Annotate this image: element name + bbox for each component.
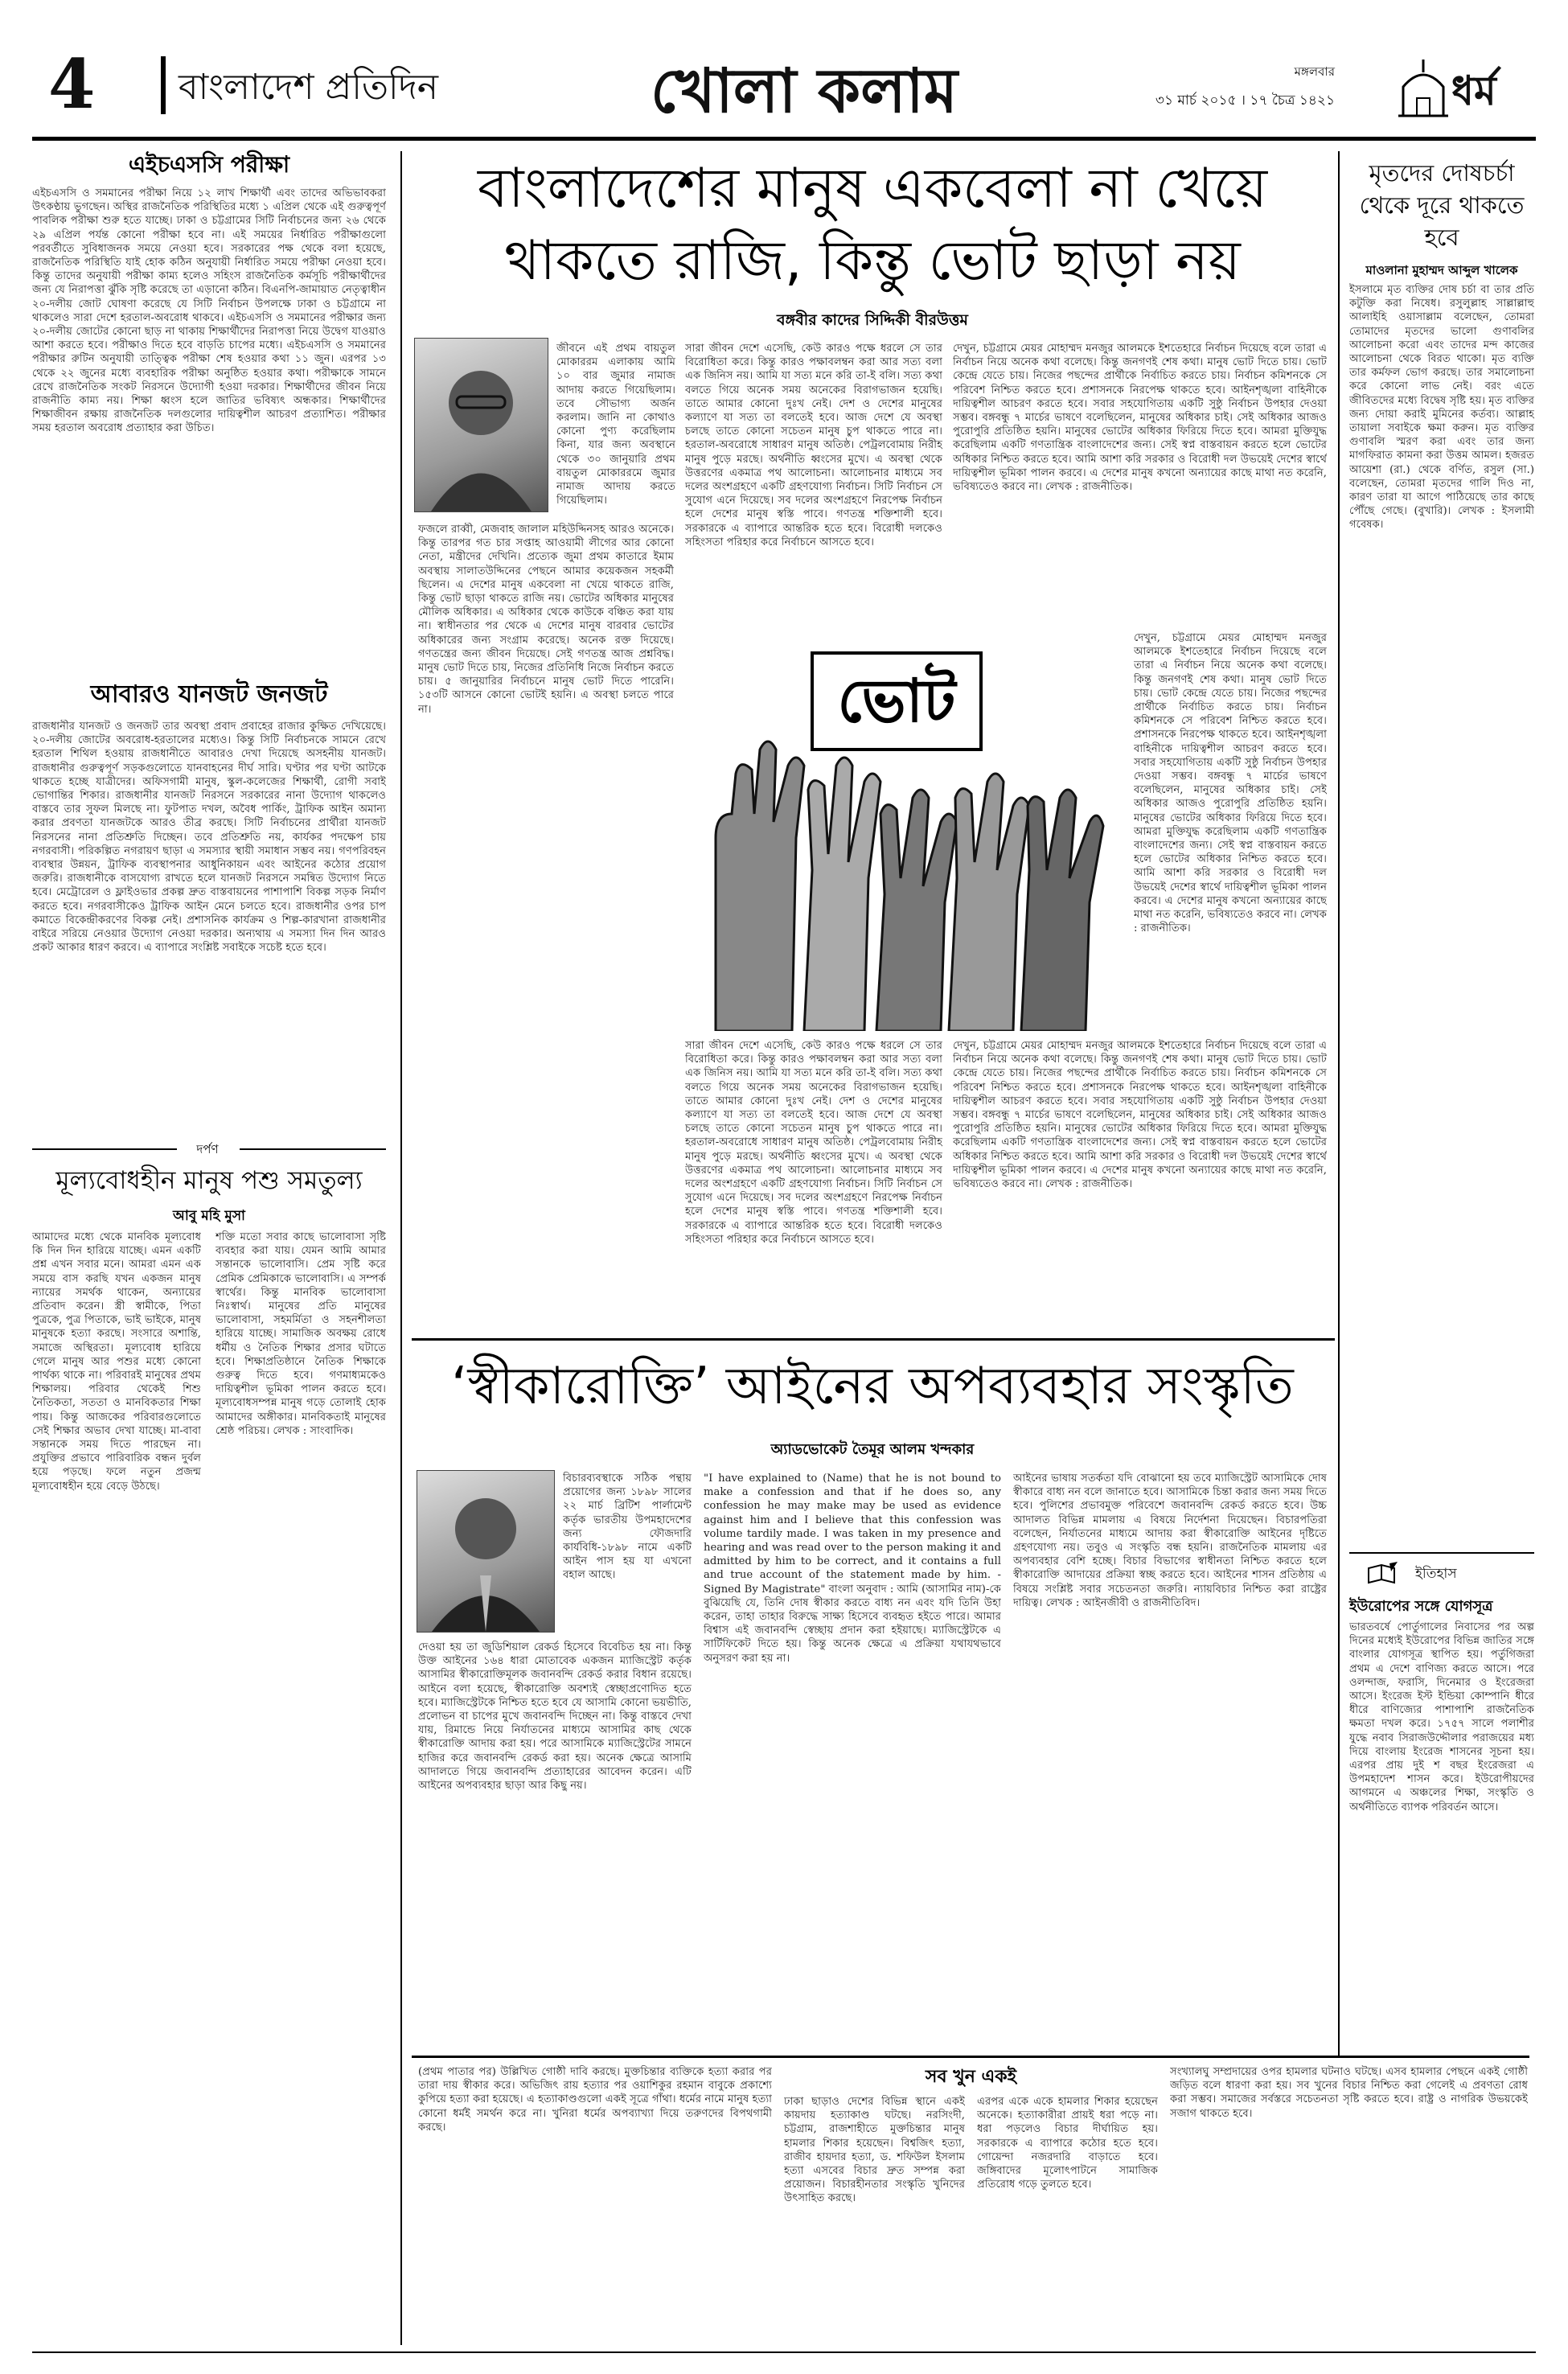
masthead	[0, 0, 1568, 141]
section-title: খোলা কলাম	[651, 55, 958, 126]
page-bottom-rule	[32, 2351, 1536, 2353]
main-article-bottom-rule	[412, 1338, 1335, 1341]
second-byline: অ্যাডভোকেট তৈমূর আলম খন্দকার	[770, 1441, 975, 1458]
darpan-byline: আবু মহি মুসা	[173, 1208, 245, 1224]
second-col1-top: বিচারব্যবস্থাকে সঠিক পন্থায় প্রয়োগের জন্য ১৮৯৮ সালের ২২ মার্চ ব্রিটিশ পার্লামেন্ট কর্তৃক ভারতীয় উপমহাদেশের জন্য ফৌজদারি কার্যবিধি-১৮৯৮ নামে একটি আইন পাস হয় যা এখনো বহাল আছে।	[563, 1472, 692, 1582]
second-col3: আইনের ভাষায় সতর্কতা যদি বোঝানো হয় তবে ম্যাজিস্ট্রেট আসামিকে দোষ স্বীকারে বাধ্য নন বলে জানাতে হবে। আসামিকে চিন্তা করার জন্য সময় দিতে হবে। পুলিশের প্রভাবমুক্ত পরিবেশে জবানবন্দি রেকর্ড করতে হবে। উচ্চ আদালত বিভিন্ন মামলায় এ বিষয়ে নির্দেশনা দিয়েছেন। বিচারপতিরা বলেছেন, নির্যাতনের মাধ্যমে আদায় করা স্বীকারোক্তি আইনের দৃষ্টিতে গ্রহণযোগ্য নয়। তবুও এ সংস্কৃতি বন্ধ হয়নি। রাজনৈতিক মামলায় এর অপব্যবহার বেশি হচ্ছে। বিচার বিভাগের স্বাধীনতা নিশ্চিত করতে হলে স্বীকারোক্তি আদায়ের প্রক্রিয়া স্বচ্ছ করতে হবে। আইনের শাসন প্রতিষ্ঠায় এ বিষয়ে সংশ্লিষ্ট সবার সচেতনতা জরুরি। ন্যায়বিচার নিশ্চিত করা রাষ্ট্রের দায়িত্ব। লেখক : আইনজীবী ও রাজনীতিবিদ।	[1013, 1472, 1327, 1609]
history-label: ইতিহাস	[1415, 1566, 1457, 1582]
masthead-day: মঙ্গলবার	[1294, 64, 1335, 79]
page-number: 4	[48, 44, 96, 124]
bottom-col1: (প্রথম পাতার পর) উল্লিখিত গোষ্ঠী দাবি করছে। মুক্তচিন্তার ব্যক্তিকে হত্যা করার পর তারা দায় স্বীকার করে। অভিজিৎ রায় হত্যার পর ওয়াশিকুর রহমান বাবুকে প্রকাশ্যে কুপিয়ে হত্যা করা হয়েছে। এ হত্যাকাণ্ডগুলো একই সূত্রে গাঁথা। ধর্মের নামে মানুষ হত্যা কোনো ধর্মই সমর্থন করে না। খুনিরা ধর্মের অপব্যাখ্যা দিয়ে তরুণদের বিপথগামী করছে।	[418, 2066, 772, 2134]
darpan-rule-right	[240, 1148, 386, 1150]
main-col1-top: জীবনে এই প্রথম বায়তুল মোকাররম এলাকায় আমি ১০ বার জুমার নামাজ আদায় করতে গিয়েছিলাম। তবে সৌভাগ্য অর্জন করলাম। জানি না কোথাও কোনো পুণ্য করেছিলাম কিনা, যার জন্য অবস্থানে থেকে ৩০ জানুয়ারি প্রথম বায়তুল মোকাররমে জুমার নামাজ আদায় করতে গিয়েছিলাম।	[556, 343, 675, 507]
second-col1: দেওয়া হয় তা জুডিশিয়াল রেকর্ড হিসেবে বিবেচিত হয় না। কিন্তু উক্ত আইনের ১৬৪ ধারা মোতাবেক একজন ম্যাজিস্ট্রেট কর্তৃক আসামির স্বীকারোক্তিমূলক জবানবন্দি রেকর্ড করার বিধান রয়েছে। আইনে বলা হয়েছে, স্বীকারোক্তি অবশ্যই স্বেচ্ছাপ্রণোদিত হতে হবে। ম্যাজিস্ট্রেটকে নিশ্চিত হতে হবে যে আসামি কোনো ভয়ভীতি, প্রলোভন বা চাপের মুখে জবানবন্দি দিচ্ছেন না। কিন্তু বাস্তবে দেখা যায়, রিমান্ডে নিয়ে নির্যাতনের মাধ্যমে আসামির কাছ থেকে স্বীকারোক্তি আদায় করা হয়। পরে আসামিকে ম্যাজিস্ট্রেটের সামনে হাজির করে জবানবন্দি রেকর্ড করা হয়। অনেক ক্ষেত্রে আসামি আদালতে গিয়ে জবানবন্দি প্রত্যাহারের আবেদন করেন। এটি আইনের অপব্যবহার ছাড়া আর কিছু নয়।	[418, 1641, 692, 1793]
bottom-col4: সংখ্যালঘু সম্প্রদায়ের ওপর হামলার ঘটনাও ঘটছে। এসব হামলার পেছনে একই গোষ্ঠী জড়িত বলে ধারণা করা হয়। সব খুনের বিচার নিশ্চিত করা গেলেই এ প্রবণতা রোধ করা সম্ভব। সমাজের সর্বস্তরে সচেতনতা সৃষ্টি করতে হবে। রাষ্ট্র ও নাগরিক উভয়কেই সজাগ থাকতে হবে।	[1170, 2066, 1528, 2120]
religion-article-title: মৃতদের দোষচর্চা থেকে দূরে থাকতে হবে	[1359, 159, 1525, 251]
main-col2-bottom: সারা জীবন দেশে এসেছি, কেউ কারও পক্ষে ধরলে সে তার বিরোধিতা করে। কিন্তু কারও পক্ষাবলম্বন করা আর সত্য বলা এক জিনিস নয়। আমি যা সত্য মনে করি তা-ই বলি। সত্য কথা বলতে গিয়ে অনেক সময় অনেকের বিরাগভাজন হয়েছি। তাতে আমার কোনো দুঃখ নেই। দেশ ও দেশের মানুষের কল্যাণে যা সত্য তা বলতেই হবে। আজ দেশে যে অবস্থা চলছে তাতে কোনো সচেতন মানুষ চুপ থাকতে পারে না। হরতাল-অবরোধে সাধারণ মানুষ অতিষ্ঠ। পেট্রলবোমায় নিরীহ মানুষ পুড়ে মরছে। অর্থনীতি ধ্বংসের মুখে। এ অবস্থা থেকে উত্তরণের একমাত্র পথ আলোচনা। আলোচনার মাধ্যমে সব দলের অংশগ্রহণে একটি গ্রহণযোগ্য নির্বাচন। সিটি নির্বাচন সে সুযোগ এনে দিয়েছে। সব দলের অংশগ্রহণে নিরপেক্ষ নির্বাচন হলে দেশের মানুষ স্বস্তি পাবে। গণতন্ত্র শক্তিশালী হবে। সরকারকে এ ব্যাপারে আন্তরিক হতে হবে। বিরোধী দলকেও সহিংসতা পরিহার করে নির্বাচনে আসতে হবে।	[685, 1040, 942, 1246]
mosque-icon	[1395, 58, 1451, 122]
paper-name: বাংলাদেশ প্রতিদিন	[179, 67, 438, 108]
history-badge	[1367, 1560, 1528, 1587]
main-col3-end: দেখুন, চট্টগ্রামে মেয়র মোহাম্মদ মনজুর আলমকে ইশতেহারে নির্বাচন দিয়েছে বলে তারা এ নির্বাচন নিয়ে অনেক কথা বলেছে। কিন্তু জনগণই শেষ কথা। মানুষ ভোট দিতে চায়। ভোট কেন্দ্রে যেতে চায়। নিজের পছন্দের প্রার্থীকে নির্বাচিত করতে চায়। নির্বাচন কমিশনকে সে পরিবেশ নিশ্চিত করতে হবে। প্রশাসনকে নিরপেক্ষ থাকতে হবে। আইনশৃঙ্খলা বাহিনীকে দায়িত্বশীল আচরণ করতে হবে। সবার সহযোগিতায় একটি সুষ্ঠু নির্বাচন উপহার দেওয়া সম্ভব। বঙ্গবন্ধু ৭ মার্চের ভাষণে বলেছিলেন, মানুষের অধিকার চাই। সেই অধিকার আজও পুরোপুরি প্রতিষ্ঠিত হয়নি। মানুষের ভোটের অধিকার ফিরিয়ে দিতে হবে। আমরা মুক্তিযুদ্ধ করেছিলাম একটি গণতান্ত্রিক বাংলাদেশের জন্য। সেই স্বপ্ন বাস্তবায়ন করতে হলে ভোটের অধিকার নিশ্চিত করতে হবে। আমি আশা করি সরকার ও বিরোধী দল উভয়েই দেশের স্বার্থে দায়িত্বশীল ভূমিকা পালন করবে। এ দেশের মানুষ কখনো অন্যায়ের কাছে মাথা নত করেনি, ভবিষ্যতেও করবে না। লেখক : রাজনীতিক।	[953, 1040, 1327, 1191]
main-byline: বঙ্গবীর কাদের সিদ্দিকী বীরউত্তম	[777, 311, 968, 329]
left-column-rule	[400, 151, 402, 2345]
masthead-date: ৩১ মার্চ ২০১৫ । ১৭ চৈত্র ১৪২১	[1155, 92, 1335, 109]
main-col3-bottom: দেখুন, চট্টগ্রামে মেয়র মোহাম্মদ মনজুর আলমকে ইশতেহারে নির্বাচন দিয়েছে বলে তারা এ নির্বাচন নিয়ে অনেক কথা বলেছে। কিন্তু জনগণই শেষ কথা। মানুষ ভোট দিতে চায়। ভোট কেন্দ্রে যেতে চায়। নিজের পছন্দের প্রার্থীকে নির্বাচিত করতে চায়। নির্বাচন কমিশনকে সে পরিবেশ নিশ্চিত করতে হবে। প্রশাসনকে নিরপেক্ষ থাকতে হবে। আইনশৃঙ্খলা বাহিনীকে দায়িত্বশীল আচরণ করতে হবে। সবার সহযোগিতায় একটি সুষ্ঠু নির্বাচন উপহার দেওয়া সম্ভব। বঙ্গবন্ধু ৭ মার্চের ভাষণে বলেছিলেন, মানুষের অধিকার চাই। সেই অধিকার আজও পুরোপুরি প্রতিষ্ঠিত হয়নি। মানুষের ভোটের অধিকার ফিরিয়ে দিতে হবে। আমরা মুক্তিযুদ্ধ করেছিলাম একটি গণতান্ত্রিক বাংলাদেশের জন্য। সেই স্বপ্ন বাস্তবায়ন করতে হলে ভোটের অধিকার নিশ্চিত করতে হবে। আমি আশা করি সরকার ও বিরোধী দল উভয়েই দেশের স্বার্থে দায়িত্বশীল ভূমিকা পালন করবে। এ দেশের মানুষ কখনো অন্যায়ের কাছে মাথা নত করেনি, ভবিষ্যতেও করবে না। লেখক : রাজনীতিক।	[1134, 632, 1327, 935]
darpan-body-col1: আমাদের মধ্যে থেকে মানবিক মূল্যবোধ কি দিন দিন হারিয়ে যাচ্ছে। এমন একটি প্রশ্ন এখন সবার মনে। আমরা এমন এক সময়ে বাস করছি যখন একজন মানুষ ন্যায়ের সমর্থক থাকেন, অন্যায়ের প্রতিবাদ করেন। স্ত্রী স্বামীকে, পিতা পুত্রকে, পুত্র পিতাকে, ভাই ভাইকে, মানুষ মানুষকে হত্যা করছে। সংসারে অশান্তি, সমাজে অস্থিরতা। মূল্যবোধ হারিয়ে গেলে মানুষ আর পশুর মধ্যে কোনো পার্থক্য থাকে না। পরিবারই মানুষের প্রথম শিক্ষালয়। পরিবার থেকেই শিশু নৈতিকতা, সততা ও মানবিকতার শিক্ষা পায়। কিন্তু আজকের পরিবারগুলোতে সেই শিক্ষার অভাব দেখা যাচ্ছে। মা-বাবা সন্তানকে সময় দিতে পারছেন না। প্রযুক্তির প্রভাবে পারিবারিক বন্ধন দুর্বল হয়ে পড়ছে। ফলে নতুন প্রজন্ম মূল্যবোধহীন হয়ে বেড়ে উঠছে।	[32, 1231, 201, 1493]
vote-illustration	[683, 629, 1126, 1031]
history-article-body: ভারতবর্ষে পোর্তুগালের নিবাসের পর অল্প দিনের মধ্যেই ইউরোপের বিভিন্ন জাতির সঙ্গে বাংলার যোগসূত্র স্থাপিত হয়। পর্তুগিজরা প্রথম এ দেশে বাণিজ্য করতে আসে। পরে ওলন্দাজ, ফরাসি, দিনেমার ও ইংরেজরা আসে। ইংরেজ ইস্ট ইন্ডিয়া কোম্পানি ধীরে ধীরে বাণিজ্যের পাশাপাশি রাজনৈতিক ক্ষমতা দখল করে। ১৭৫৭ সালে পলাশীর যুদ্ধে নবাব সিরাজউদ্দৌলার পরাজয়ের মধ্য দিয়ে বাংলায় ইংরেজ শাসনের সূচনা হয়। এরপর প্রায় দুই শ বছর ইংরেজরা এ উপমহাদেশ শাসন করে। ইউরোপীয়দের আগমনে এ অঞ্চলের শিক্ষা, সংস্কৃতি ও অর্থনীতিতে ব্যাপক পরিবর্তন আসে।	[1349, 1621, 1534, 1813]
bottom-article-title: সব খুন একই	[925, 2067, 1017, 2087]
second-headline: ‘স্বীকারোক্তি’ আইনের অপব্যবহার সংস্কৃতি	[451, 1357, 1294, 1416]
author-photo-taimur-alam	[417, 1470, 555, 1633]
main-headline: বাংলাদেশের মানুষ একবেলা না খেয়ে থাকতে রাজি, কিন্তু ভোট ছাড়া নয়	[477, 157, 1268, 293]
bottom-col3: এরপর একে একে হামলার শিকার হয়েছেন অনেকে। হত্যাকারীরা প্রায়ই ধরা পড়ে না। ধরা পড়লেও বিচার দীর্ঘায়িত হয়। সরকারকে এ ব্যাপারে কঠোর হতে হবে। গোয়েন্দা নজরদারি বাড়াতে হবে। জঙ্গিবাদের মূলোৎপাটনে সামাজিক প্রতিরোধ গড়ে তুলতে হবে।	[977, 2096, 1158, 2191]
main-col2-top: সারা জীবন দেশে এসেছি, কেউ কারও পক্ষে ধরলে সে তার বিরোধিতা করে। কিন্তু কারও পক্ষাবলম্বন করা আর সত্য বলা এক জিনিস নয়। আমি যা সত্য মনে করি তা-ই বলি। সত্য কথা বলতে গিয়ে অনেক সময় অনেকের বিরাগভাজন হয়েছি। তাতে আমার কোনো দুঃখ নেই। দেশ ও দেশের মানুষের কল্যাণে যা সত্য তা বলতেই হবে। আজ দেশে যে অবস্থা চলছে তাতে কোনো সচেতন মানুষ চুপ থাকতে পারে না। হরতাল-অবরোধে সাধারণ মানুষ অতিষ্ঠ। পেট্রলবোমায় নিরীহ মানুষ পুড়ে মরছে। অর্থনীতি ধ্বংসের মুখে। এ অবস্থা থেকে উত্তরণের একমাত্র পথ আলোচনা। আলোচনার মাধ্যমে সব দলের অংশগ্রহণে একটি গ্রহণযোগ্য নির্বাচন। সিটি নির্বাচন সে সুযোগ এনে দিয়েছে। সব দলের অংশগ্রহণে নিরপেক্ষ নির্বাচন হলে দেশের মানুষ স্বস্তি পাবে। গণতন্ত্র শক্তিশালী হবে। সরকারকে এ ব্যাপারে আন্তরিক হতে হবে। বিরোধী দলকেও সহিংসতা পরিহার করে নির্বাচনে আসতে হবে।	[685, 343, 942, 548]
main-col1: ফজলে রাব্বী, মেজবাহ জালাল মহিউদ্দিনসহ আরও অনেকে। কিন্তু তারপর গত চার সপ্তাহ আওয়ামী লীগের আর কোনো নেতা, মন্ত্রীদের দেখিনি। প্রত্যেক জুমা প্রথম কাতারে ইমাম অবস্থায় সালাতউদ্দিনের পেছনে আমার কয়েকজন সহকর্মী ছিলেন। এ দেশের মানুষ একবেলা না খেয়ে থাকতে রাজি, কিন্তু ভোট ছাড়া থাকতে রাজি নয়। ভোটের অধিকার মানুষের মৌলিক অধিকার। এ অধিকার থেকে কাউকে বঞ্চিত করা যায় না। স্বাধীনতার পর থেকে এ দেশের মানুষ বারবার ভোটের অধিকারের জন্য সংগ্রাম করেছে। অনেক রক্ত দিয়েছে। গণতন্ত্রের জন্য জীবন দিয়েছে। সেই গণতন্ত্র আজ প্রশ্নবিদ্ধ। মানুষ ভোট দিতে চায়, নিজের প্রতিনিধি নিজে নির্বাচন করতে চায়। ৫ জানুয়ারির নির্বাচনে মানুষ ভোট দিতে পারেনি। ১৫৩টি আসনে কোনো ভোটই হয়নি। এ অবস্থা চলতে পারে না।	[418, 524, 674, 716]
main-col3: দেখুন, চট্টগ্রামে মেয়র মোহাম্মদ মনজুর আলমকে ইশতেহারে নির্বাচন দিয়েছে বলে তারা এ নির্বাচন নিয়ে অনেক কথা বলেছে। কিন্তু জনগণই শেষ কথা। মানুষ ভোট দিতে চায়। ভোট কেন্দ্রে যেতে চায়। নিজের পছন্দের প্রার্থীকে নির্বাচিত করতে চায়। নির্বাচন কমিশনকে সে পরিবেশ নিশ্চিত করতে হবে। প্রশাসনকে নিরপেক্ষ থাকতে হবে। আইনশৃঙ্খলা বাহিনীকে দায়িত্বশীল আচরণ করতে হবে। সবার সহযোগিতায় একটি সুষ্ঠু নির্বাচন উপহার দেওয়া সম্ভব। বঙ্গবন্ধু ৭ মার্চের ভাষণে বলেছিলেন, মানুষের অধিকার চাই। সেই অধিকার আজও পুরোপুরি প্রতিষ্ঠিত হয়নি। মানুষের ভোটের অধিকার ফিরিয়ে দিতে হবে। আমরা মুক্তিযুদ্ধ করেছিলাম একটি গণতান্ত্রিক বাংলাদেশের জন্য। সেই স্বপ্ন বাস্তবায়ন করতে হলে ভোটের অধিকার নিশ্চিত করতে হবে। আমি আশা করি সরকার ও বিরোধী দল উভয়েই দেশের স্বার্থে দায়িত্বশীল ভূমিকা পালন করবে। এ দেশের মানুষ কখনো অন্যায়ের কাছে মাথা নত করেনি, ভবিষ্যতেও করবে না। লেখক : রাজনীতিক।	[953, 343, 1327, 494]
darpan-title: মূল্যবোধহীন মানুষ পশু সমতুল্য	[55, 1166, 363, 1195]
history-rule	[1349, 1552, 1534, 1554]
religion-column-badge	[1395, 55, 1524, 127]
religion-column-label: ধর্ম	[1451, 68, 1496, 114]
religion-article-byline: মাওলানা মুহাম্মদ আব্দুল খালেক	[1365, 263, 1518, 277]
hsc-editorial-body: এইচএসসি ও সমমানের পরীক্ষা নিয়ে ১২ লাখ শিক্ষার্থী এবং তাদের অভিভাবকরা উৎকণ্ঠায় ভুগছেন। অস্থির রাজনৈতিক পরিস্থিতির মধ্যে ১ এপ্রিল থেকে এই গুরুত্বপূর্ণ পাবলিক পরীক্ষা শুরু হতে যাচ্ছে। ঢাকা ও চট্টগ্রামের সিটি নির্বাচনের জন্য ২৬ থেকে ২৯ এপ্রিল পর্যন্ত কোনো পরীক্ষা হবে না। এই সময়ের নির্ধারিত পরীক্ষাগুলো পরবর্তীতে সুবিধাজনক সময়ে নেওয়া হবে। সরকারের পক্ষ থেকে বলা হয়েছে, রাজনৈতিক পরিস্থিতি যাই হোক কঠিন অনুযায়ী নির্ধারিত সময়ে পরীক্ষা নেওয়া হবে। কিন্তু তাদের অনুযায়ী পরীক্ষা কাম্য হলেও সহিংস রাজনৈতিক কর্মসূচি পরীক্ষার্থীদের জন্য যে নিরাপত্তা ঝুঁকি সৃষ্টি করেছে তা এড়ানো কঠিন। বিএনপি-জামায়াত নেতৃত্বাধীন ২০-দলীয় জোট ঘোষণা করেছে যে সিটি নির্বাচন উপলক্ষে ঢাকা ও চট্টগ্রামে না থাকলেও সারা দেশে হরতাল-অবরোধ থাকবে। এইচএসসি ও সমমানের পরীক্ষার জন্য ২০-দলীয় জোটের কোনো ছাড় না থাকায় শিক্ষার্থীদের নিরাপত্তা নিয়ে উদ্বেগ যাওয়াও আশা করতে হবে। পরীক্ষাও দিতে হবে বাড়তি চাপের মধ্যে। এইচএসসি ও সমমানের পরীক্ষার রুটিন অনুযায়ী তাত্ত্বিক পরীক্ষা শেষ হওয়ার কথা ১১ জুন। এরপর ১৩ থেকে ২২ জুনের মধ্যে ব্যবহারিক পরীক্ষা অনুষ্ঠিত হওয়ার কথা। পরীক্ষাকে সামনে রেখে রাজনৈতিক সংকট নিরসনে উদ্যোগী হওয়া দরকার। শিক্ষার্থীদের জীবন নিয়ে রাজনীতি কাম্য নয়। শিক্ষা ধ্বংস হলে জাতির ভবিষ্যৎ অন্ধকার। শিক্ষার্থীদের শিক্ষাজীবন রক্ষায় রাজনৈতিক দলগুলোর দায়িত্বশীল আচরণ প্রত্যাশিত। পরীক্ষার সময় হরতাল অবরোধ প্রত্যাহার করা উচিত।	[32, 187, 386, 435]
portrait-icon	[417, 1471, 554, 1632]
masthead-rule	[32, 137, 1536, 141]
darpan-body-col2: শক্তি মতো সবার কাছে ভালোবাসা সৃষ্টি ব্যবহার করা যায়। যেমন আমি আমার সন্তানকে ভালোবাসি। প্রেম সৃষ্টি করে প্রেমিক প্রেমিকাকে ভালোবাসি। এ সম্পর্ক স্বার্থের। কিন্তু মানবিক ভালোবাসা নিঃস্বার্থ। মানুষের প্রতি মানুষের ভালোবাসা, সহমর্মিতা ও সহনশীলতা হারিয়ে যাচ্ছে। সামাজিক অবক্ষয় রোধে ধর্মীয় ও নৈতিক শিক্ষার প্রসার ঘটাতে হবে। শিক্ষাপ্রতিষ্ঠানে নৈতিক শিক্ষাকে গুরুত্ব দিতে হবে। গণমাধ্যমকেও দায়িত্বশীল ভূমিকা পালন করতে হবে। মূল্যবোধসম্পন্ন মানুষ গড়ে তোলাই হোক আমাদের অঙ্গীকার। মানবিকতাই মানুষের শ্রেষ্ঠ পরিচয়। লেখক : সাংবাদিক।	[215, 1231, 386, 1437]
author-photo-kader-siddiqui	[414, 338, 548, 512]
quill-book-icon	[1367, 1562, 1399, 1586]
vote-graphic-label: ভোট	[837, 667, 956, 736]
portrait-icon	[415, 339, 548, 511]
traffic-editorial-title: আবারও যানজট জনজট	[90, 680, 328, 709]
religion-article-body: ইসলামে মৃত ব্যক্তির দোষ চর্চা বা তার প্রতি কটুক্তি করা নিষেধ। রসুলুল্লাহ সাল্লাল্লাহু আলাইহি ওয়াসাল্লাম বলেছেন, তোমরা তোমাদের মৃতদের ভালো গুণাবলির আলোচনা করো এবং তাদের মন্দ কাজের আলোচনা থেকে বিরত থাকো। মৃত ব্যক্তি তার কর্মফল ভোগ করছে। তার সমালোচনা করে কোনো লাভ নেই। বরং এতে জীবিতদের মধ্যে বিদ্বেষ সৃষ্টি হয়। মৃত ব্যক্তির জন্য দোয়া করাই মুমিনের কর্তব্য। আল্লাহ তায়ালা সবাইকে ক্ষমা করুন। মৃত ব্যক্তির গুণাবলি স্মরণ করা এবং তার জন্য মাগফিরাত কামনা করা উত্তম আমল। হজরত আয়েশা (রা.) থেকে বর্ণিত, রসুল (সা.) বলেছেন, তোমরা মৃতদের গালি দিও না, কারণ তারা যা আগে পাঠিয়েছে তার কাছে পৌঁছে গেছে। (বুখারি)। লেখক : ইসলামী গবেষক।	[1349, 284, 1534, 532]
right-column-rule	[1338, 151, 1340, 2056]
traffic-editorial-body: রাজধানীর যানজট ও জনজট তার অবস্থা প্রবাদ প্রবাহের রাজার কুক্ষিত দেখিয়েছে। ২০-দলীয় জোটের অবরোধ-হরতালের মধ্যেও। কিন্তু সিটি নির্বাচনকে সামনে রেখে হরতাল শিথিল হওয়ায় রাজধানীতে আবারও দেখা দিয়েছে অসহনীয় যানজট। রাজধানীর গুরুত্বপূর্ণ সড়কগুলোতে যানবাহনের দীর্ঘ সারি। ঘণ্টার পর ঘণ্টা আটকে থাকতে হচ্ছে যাত্রীদের। অফিসগামী মানুষ, স্কুল-কলেজের শিক্ষার্থী, রোগী সবাই ভোগান্তির শিকার। রাজধানীর যানজট নিরসনে সরকারের নানা উদ্যোগ থাকলেও বাস্তবে তার সুফল মিলছে না। ফুটপাত দখল, অবৈধ পার্কিং, ট্রাফিক আইন অমান্য করার প্রবণতা যানজটকে আরও তীব্র করছে। সিটি নির্বাচনের প্রার্থীরা যানজট নিরসনের নানা প্রতিশ্রুতি দিচ্ছেন। তবে প্রতিশ্রুতি নয়, কার্যকর পদক্ষেপ চায় নগরবাসী। পরিকল্পিত নগরায়ণ ছাড়া এ সমস্যার স্থায়ী সমাধান সম্ভব নয়। গণপরিবহন ব্যবস্থার উন্নয়ন, ট্রাফিক ব্যবস্থাপনার আধুনিকায়ন এবং আইনের কঠোর প্রয়োগ জরুরি। রাজধানীকে বাসযোগ্য রাখতে হলে যানজট নিরসনে সমন্বিত উদ্যোগ নিতে হবে। মেট্রোরেল ও ফ্লাইওভার প্রকল্প দ্রুত বাস্তবায়নের পাশাপাশি বিকল্প সড়ক নির্মাণ করতে হবে। নগরবাসীকেও ট্রাফিক আইন মেনে চলতে হবে। রাজধানীর ওপর চাপ কমাতে বিকেন্দ্রীকরণের বিকল্প নেই। প্রশাসনিক কার্যক্রম ও শিল্প-কারখানা রাজধানীর বাইরে সরিয়ে নেওয়ার উদ্যোগ নেওয়া দরকার। অন্যথায় এ সমস্যা দিন দিন আরও প্রকট আকার ধারণ করবে। এ ব্যাপারে সংশ্লিষ্ট সবাইকে সচেষ্ট হতে হবে।	[32, 721, 386, 955]
hsc-editorial-title: এইচএসসি পরীক্ষা	[128, 151, 290, 178]
bottom-col2: ঢাকা ছাড়াও দেশের বিভিন্ন স্থানে একই কায়দায় হত্যাকাণ্ড ঘটছে। নরসিংদী, চট্টগ্রাম, রাজশাহীতে মুক্তচিন্তার মানুষ হামলার শিকার হয়েছেন। বিশ্বজিৎ হত্যা, রাজীব হায়দার হত্যা, ড. শফিউল ইসলাম হত্যা এসবের বিচার দ্রুত সম্পন্ন করা প্রয়োজন। বিচারহীনতার সংস্কৃতি খুনিদের উৎসাহিত করছে।	[784, 2096, 965, 2205]
darpan-label: দর্পণ	[196, 1142, 219, 1156]
history-article-title: ইউরোপের সঙ্গে যোগসূত্র	[1349, 1598, 1493, 1615]
second-col2: "I have explained to (Name) that he is not bound to make a confession and that if he does so, any confession he may make may be used as evidence against him and I believe that this confession was volume tardily made. I was taken in my presence and hearing and was read over to the person making it and admitted by him to be correct, and it contains a full and true account of the statement made by him. -Signed By Magistrate" বাংলা অনুবাদ : আমি (আসামির নাম)-কে বুঝিয়েছি যে, তিনি দোষ স্বীকার করতে বাধ্য নন এবং যদি তিনি উহা করেন, তাহা তাহার বিরুদ্ধে সাক্ষ্য হিসেবে ব্যবহৃত হইতে পারে। আমার বিশ্বাস এই জবানবন্দি স্বেচ্ছায় প্রদান করা হইয়াছে। ম্যাজিস্ট্রেটকে এ সার্টিফিকেট দিতে হয়। কিন্তু অনেক ক্ষেত্রে এ প্রক্রিয়া যথাযথভাবে অনুসরণ করা হয় না।	[704, 1472, 1001, 1665]
masthead-divider	[161, 56, 166, 114]
second-article-bottom-rule	[412, 2056, 1529, 2058]
darpan-rule	[32, 1148, 177, 1150]
